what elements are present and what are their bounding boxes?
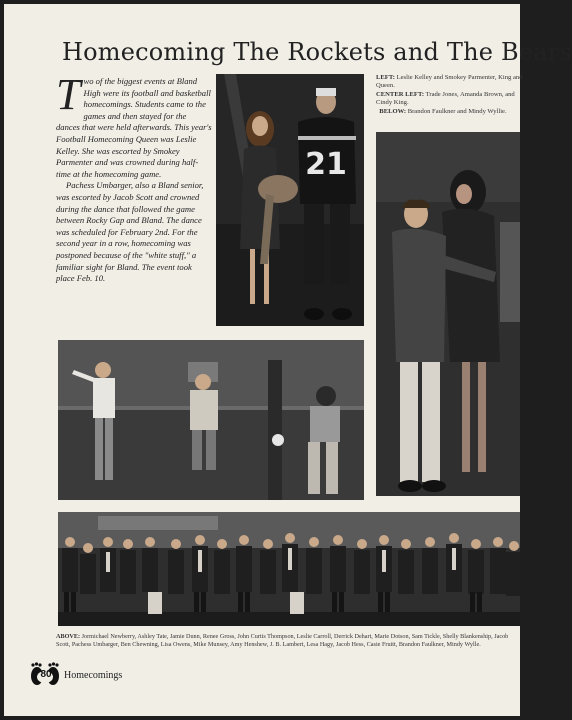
page-footer <box>28 662 188 688</box>
jersey-number: 21 <box>305 147 347 182</box>
intro-paragraph-1: wo of the biggest events at Bland High were its football and basketball homecomings. Students came to the games and then stayed for the dances that were held afterwards. This year's Football Homecoming Queen was Leslie Kelley. She was escorted by Smokey Parmenter and was crowned during half-time at the homecoming game. <box>56 76 212 179</box>
page-number: 80 <box>40 669 52 680</box>
photo-king-queen <box>216 74 364 326</box>
photo-homecoming-court <box>58 512 520 626</box>
photo-dancing-couple <box>376 132 520 496</box>
intro-paragraph-2: Pachess Umbarger, also a Bland senior, was escorted by Jacob Scott and crowned during the dance that followed the game between Rocky Gap and Bland. The dance was scheduled for February 2nd. For the second year in a row, homecoming was postponed because of the "white stuff," a familiar sight for Bland. The event took place Feb. 10. <box>56 180 204 284</box>
top-captions <box>376 74 526 116</box>
intro-article <box>56 70 212 285</box>
yearbook-page <box>4 4 572 716</box>
caption-center-left: CENTER LEFT: Trade Jones, Amanda Brown, and Cindy King. <box>376 90 515 107</box>
caption-left: LEFT: Leslie Kelley and Smokey Parmenter, King and Queen. <box>376 74 523 90</box>
section-title: Homecomings <box>64 670 123 681</box>
drop-cap: T <box>56 70 81 119</box>
caption-below: BELOW: Brandon Faulkner and Mindy Wyllie. <box>379 107 507 115</box>
photo-gym-dance <box>58 340 364 500</box>
page-headline: Homecoming The Rockets and The Bears <box>62 38 572 66</box>
group-photo-caption: ABOVE: Jormichael Newberry, Ashley Tate, Jamie Dunn, Renee Gross, John Curtis Thompson, Leslie Carroll, Derrick Dehart, Marie Dotson, Sam Tickle, Shelly Blankenship, Jacob Scott, Pachess Umbarger, Ben Chewning, Lisa Owens, Mike Munsey, Amy Henshew, J. B. Lambert, Lesa Hagy, Jacob Hess, Casie Fruitt, Brandon Faulkner, Mindy Wylle. <box>56 633 509 648</box>
